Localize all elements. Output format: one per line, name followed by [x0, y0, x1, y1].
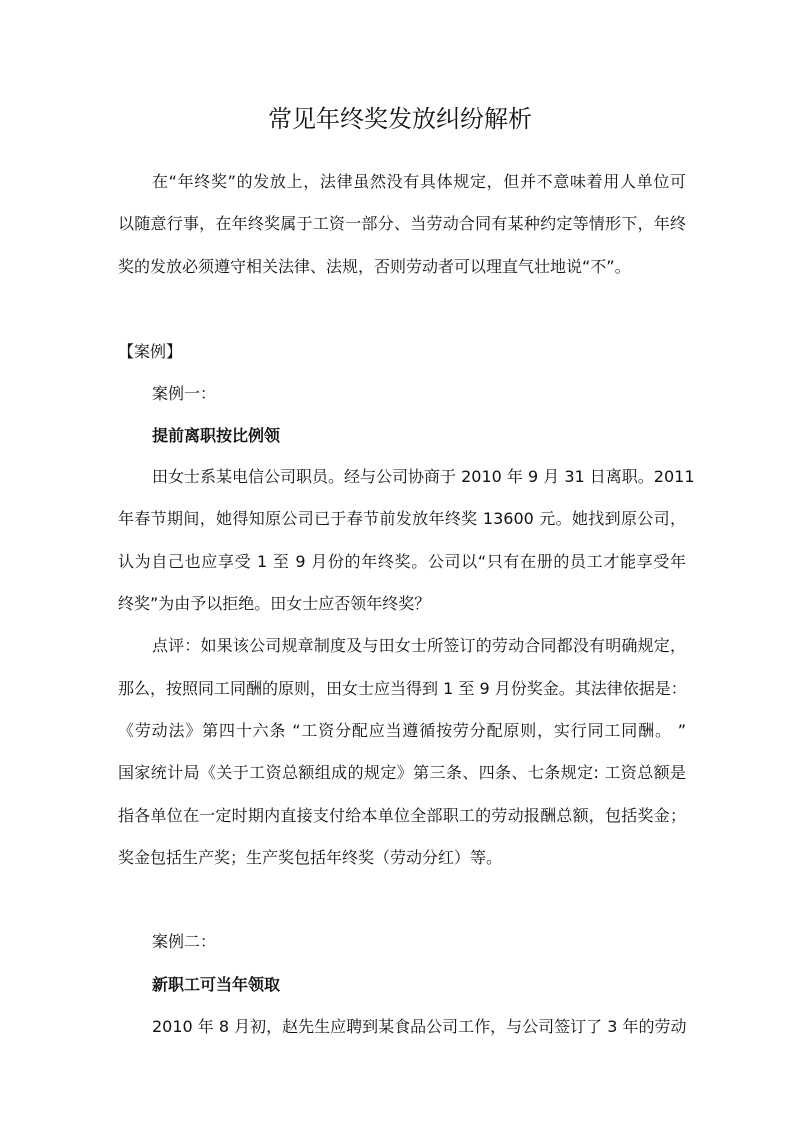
intro-line: 在“年终奖”的发放上，法律虽然没有具体规定，但并不意味着用人单位可 — [152, 172, 686, 191]
case-facts-line: 年春节期间，她得知原公司已于春节前发放年终奖 13600 元。她找到原公司， — [118, 509, 686, 528]
case-comment-line: 国家统计局《关于工资总额组成的规定》第三条、四条、七条规定: 工资总额是 — [118, 763, 686, 782]
case-comment-line: 点评：如果该公司规章制度及与田女士所签订的劳动合同都没有明确规定， — [152, 636, 686, 655]
case-label: 案例一： — [152, 384, 217, 403]
intro-line: 奖的发放必须遵守相关法律、法规，否则劳动者可以理直气壮地说“不”。 — [118, 257, 631, 276]
case-heading: 新职工可当年领取 — [152, 975, 281, 994]
section-heading: 【案例】 — [118, 342, 183, 361]
case-facts-line: 终奖”为由予以拒绝。田女士应否领年终奖？ — [118, 594, 431, 613]
case-heading: 提前离职按比例领 — [152, 426, 281, 445]
case-comment-line: 那么，按照同工同酬的原则，田女士应当得到 1 至 9 月份奖金。其法律依据是： — [118, 679, 687, 698]
case-facts-line: 2010 年 8 月初，赵先生应聘到某食品公司工作，与公司签订了 3 年的劳动 — [152, 1017, 687, 1036]
case-comment-line: 指各单位在一定时期内直接支付给本单位全部职工的劳动报酬总额，包括奖金； — [118, 806, 686, 825]
intro-line: 以随意行事，在年终奖属于工资一部分、当劳动合同有某种约定等情形下，年终 — [118, 214, 686, 233]
case-comment-line: 奖金包括生产奖；生产奖包括年终奖（劳动分红）等。 — [118, 848, 503, 867]
case-comment-line: 《劳动法》第四十六条 “工资分配应当遵循按劳分配原则，实行同工同酬。 ” — [118, 721, 686, 740]
page-title: 常见年终奖发放纠纷解析 — [268, 105, 532, 133]
case-facts-line: 田女士系某电信公司职员。经与公司协商于 2010 年 9 月 31 日离职。2011 — [152, 467, 695, 486]
case-facts-line: 认为自己也应享受 1 至 9 月份的年终奖。公司以“只有在册的员工才能享受年 — [118, 552, 686, 571]
case-label: 案例二： — [152, 932, 217, 951]
